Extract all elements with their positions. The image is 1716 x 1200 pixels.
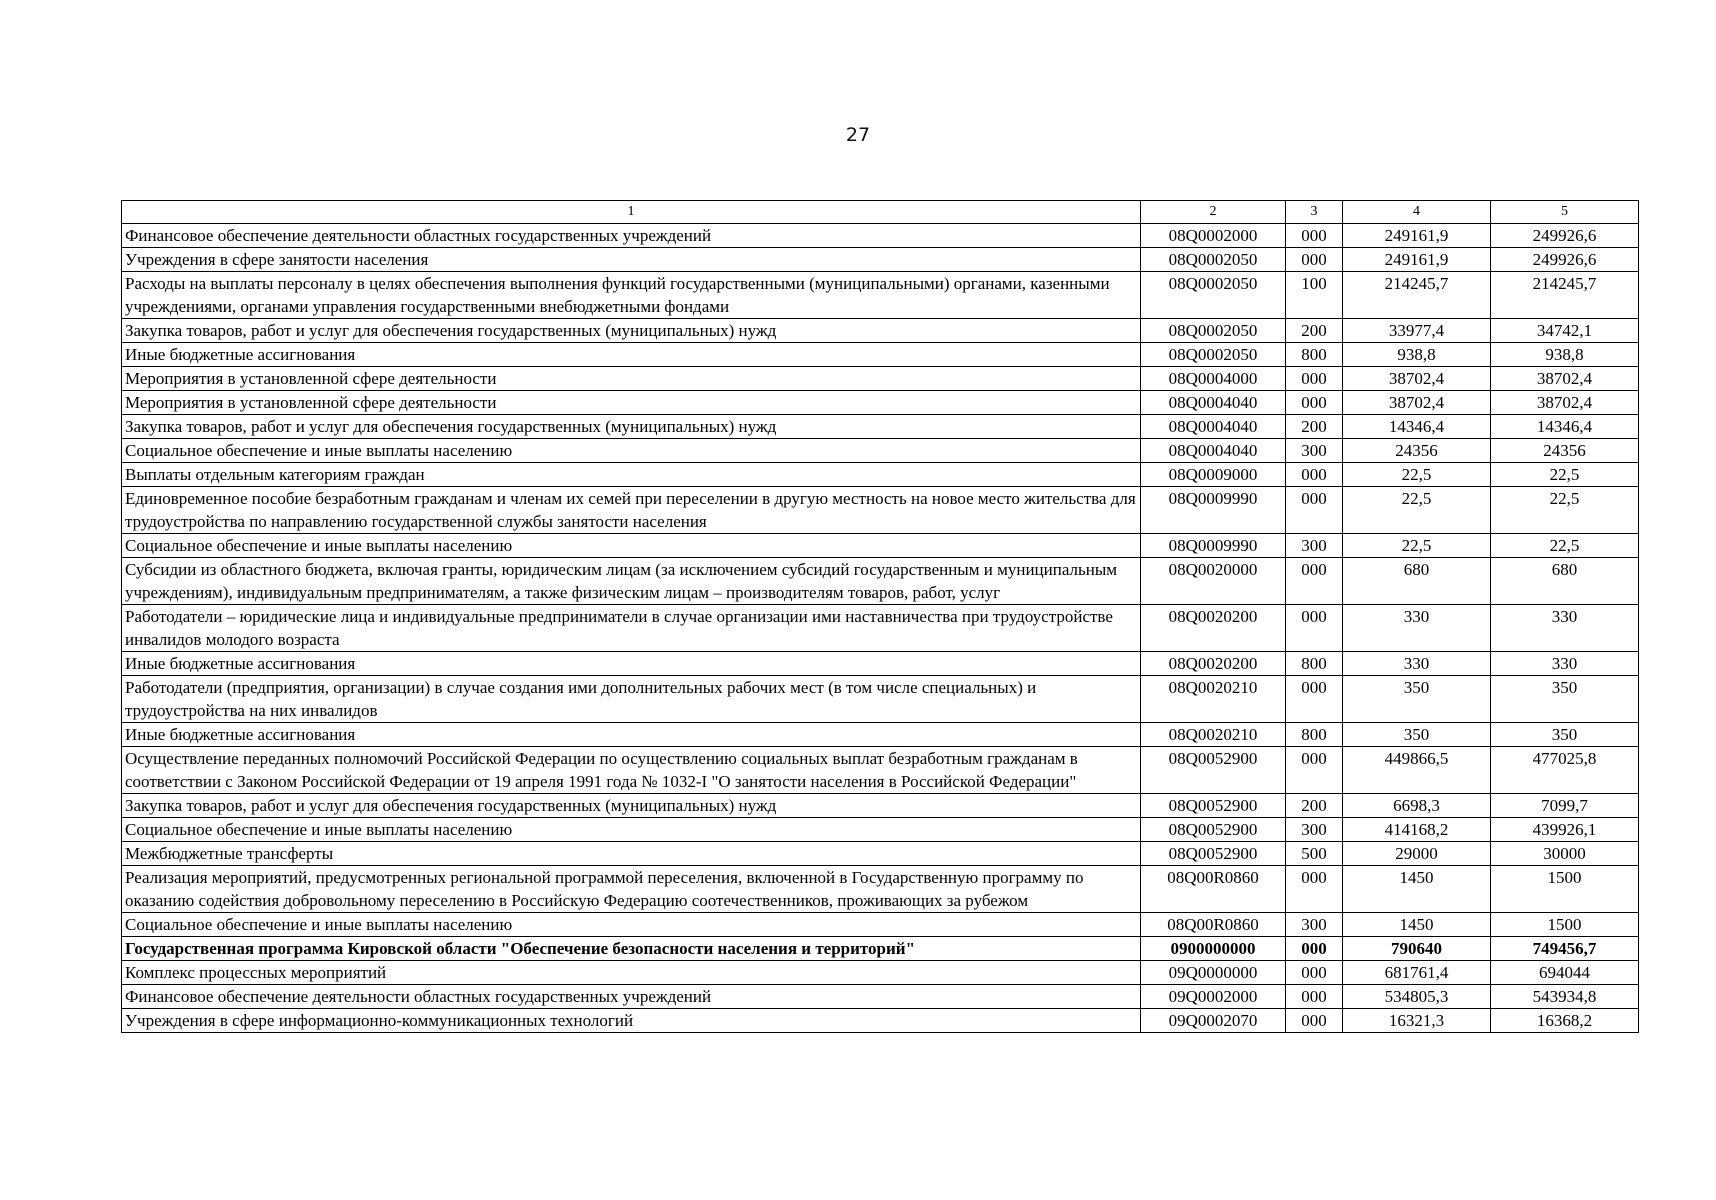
table-row <box>122 272 1639 319</box>
row-name-cell: Иные бюджетные ассигнования <box>122 343 1141 367</box>
row-name-cell: Иные бюджетные ассигнования <box>122 652 1141 676</box>
table-row <box>122 439 1639 463</box>
header-col-2: 2 <box>1141 201 1286 224</box>
row-kind-cell: 500 <box>1286 842 1343 866</box>
row-code-cell: 09Q0002070 <box>1141 1009 1286 1033</box>
row-name-cell: Финансовое обеспечение деятельности областных государственных учреждений <box>122 985 1141 1009</box>
row-name-cell: Реализация мероприятий, предусмотренных региональной программой переселения, включенной в Государственную программу по оказанию содействия добровольному переселению в Российскую Федерацию соотечественников, проживающих за рубежом <box>122 866 1141 913</box>
row-amount-2-cell: 543934,8 <box>1491 985 1639 1009</box>
row-kind-cell: 300 <box>1286 439 1343 463</box>
row-code-cell: 08Q00R0860 <box>1141 913 1286 937</box>
row-amount-1-cell: 38702,4 <box>1343 367 1491 391</box>
row-amount-2-cell: 1500 <box>1491 913 1639 937</box>
row-kind-cell: 800 <box>1286 652 1343 676</box>
header-col-5: 5 <box>1491 201 1639 224</box>
row-amount-1-cell: 249161,9 <box>1343 224 1491 248</box>
row-name-cell: Комплекс процессных мероприятий <box>122 961 1141 985</box>
row-kind-cell: 300 <box>1286 818 1343 842</box>
row-amount-2-cell: 350 <box>1491 676 1639 723</box>
row-amount-2-cell: 22,5 <box>1491 534 1639 558</box>
row-amount-1-cell: 680 <box>1343 558 1491 605</box>
row-amount-1-cell: 350 <box>1343 723 1491 747</box>
row-code-cell: 09Q0002000 <box>1141 985 1286 1009</box>
row-amount-1-cell: 22,5 <box>1343 487 1491 534</box>
row-kind-cell: 000 <box>1286 224 1343 248</box>
row-name-cell: Мероприятия в установленной сфере деятельности <box>122 367 1141 391</box>
row-kind-cell: 000 <box>1286 985 1343 1009</box>
row-amount-1-cell: 22,5 <box>1343 534 1491 558</box>
row-kind-cell: 000 <box>1286 248 1343 272</box>
table-row <box>122 224 1639 248</box>
table-row <box>122 937 1639 961</box>
table-row <box>122 747 1639 794</box>
row-code-cell: 0900000000 <box>1141 937 1286 961</box>
table-row <box>122 652 1639 676</box>
row-name-cell: Закупка товаров, работ и услуг для обеспечения государственных (муниципальных) нужд <box>122 319 1141 343</box>
row-amount-1-cell: 534805,3 <box>1343 985 1491 1009</box>
row-kind-cell: 000 <box>1286 866 1343 913</box>
row-amount-1-cell: 330 <box>1343 605 1491 652</box>
row-name-cell: Единовременное пособие безработным гражданам и членам их семей при переселении в другую местность на новое место жительства для трудоустройства по направлению государственной службы занятости населения <box>122 487 1141 534</box>
row-kind-cell: 000 <box>1286 676 1343 723</box>
row-kind-cell: 200 <box>1286 415 1343 439</box>
row-kind-cell: 000 <box>1286 605 1343 652</box>
row-code-cell: 08Q0020210 <box>1141 676 1286 723</box>
page-number: 27 <box>845 124 871 146</box>
row-name-cell: Социальное обеспечение и иные выплаты населению <box>122 439 1141 463</box>
row-code-cell: 08Q0052900 <box>1141 794 1286 818</box>
row-name-cell: Иные бюджетные ассигнования <box>122 723 1141 747</box>
row-code-cell: 08Q0009000 <box>1141 463 1286 487</box>
row-name-cell: Расходы на выплаты персоналу в целях обеспечения выполнения функций государственными (муниципальными) органами, казенными учреждениями, органами управления государственными внебюджетными фондами <box>122 272 1141 319</box>
table-row <box>122 558 1639 605</box>
row-name-cell: Закупка товаров, работ и услуг для обеспечения государственных (муниципальных) нужд <box>122 794 1141 818</box>
row-kind-cell: 300 <box>1286 534 1343 558</box>
row-amount-2-cell: 249926,6 <box>1491 224 1639 248</box>
table-row <box>122 842 1639 866</box>
row-kind-cell: 000 <box>1286 937 1343 961</box>
row-amount-2-cell: 680 <box>1491 558 1639 605</box>
row-amount-1-cell: 29000 <box>1343 842 1491 866</box>
row-name-cell: Закупка товаров, работ и услуг для обеспечения государственных (муниципальных) нужд <box>122 415 1141 439</box>
row-code-cell: 08Q0020000 <box>1141 558 1286 605</box>
row-code-cell: 08Q0052900 <box>1141 747 1286 794</box>
table-row <box>122 534 1639 558</box>
row-amount-1-cell: 33977,4 <box>1343 319 1491 343</box>
row-code-cell: 08Q0009990 <box>1141 487 1286 534</box>
row-amount-1-cell: 249161,9 <box>1343 248 1491 272</box>
row-name-cell: Социальное обеспечение и иные выплаты населению <box>122 818 1141 842</box>
row-kind-cell: 000 <box>1286 1009 1343 1033</box>
table-row <box>122 794 1639 818</box>
row-kind-cell: 300 <box>1286 913 1343 937</box>
row-amount-1-cell: 350 <box>1343 676 1491 723</box>
row-amount-2-cell: 34742,1 <box>1491 319 1639 343</box>
row-kind-cell: 000 <box>1286 558 1343 605</box>
row-kind-cell: 200 <box>1286 319 1343 343</box>
row-amount-1-cell: 14346,4 <box>1343 415 1491 439</box>
row-name-cell: Социальное обеспечение и иные выплаты населению <box>122 913 1141 937</box>
row-code-cell: 08Q0002050 <box>1141 343 1286 367</box>
table-row <box>122 391 1639 415</box>
row-name-cell: Работодатели (предприятия, организации) в случае создания ими дополнительных рабочих мест (в том числе специальных) и трудоустройства на них инвалидов <box>122 676 1141 723</box>
table-row <box>122 676 1639 723</box>
budget-table <box>121 200 1639 1033</box>
row-name-cell: Осуществление переданных полномочий Российской Федерации по осуществлению социальных выплат безработным гражданам в соответствии с Законом Российской Федерации от 19 апреля 1991 года № 1032-I "О занятости населения в Российской Федерации" <box>122 747 1141 794</box>
row-amount-2-cell: 330 <box>1491 652 1639 676</box>
row-amount-2-cell: 14346,4 <box>1491 415 1639 439</box>
table-body <box>122 224 1639 1033</box>
row-amount-1-cell: 214245,7 <box>1343 272 1491 319</box>
row-amount-2-cell: 7099,7 <box>1491 794 1639 818</box>
row-code-cell: 08Q0020200 <box>1141 605 1286 652</box>
table-row <box>122 866 1639 913</box>
table-row <box>122 961 1639 985</box>
row-name-cell: Мероприятия в установленной сфере деятельности <box>122 391 1141 415</box>
row-code-cell: 08Q0002050 <box>1141 319 1286 343</box>
row-amount-2-cell: 477025,8 <box>1491 747 1639 794</box>
row-kind-cell: 800 <box>1286 343 1343 367</box>
row-name-cell: Субсидии из областного бюджета, включая гранты, юридическим лицам (за исключением субсидий государственным и муниципальным учреждениям), индивидуальным предпринимателям, а также физическим лицам – производителям товаров, работ, услуг <box>122 558 1141 605</box>
row-code-cell: 08Q00R0860 <box>1141 866 1286 913</box>
table-row <box>122 487 1639 534</box>
row-amount-1-cell: 1450 <box>1343 866 1491 913</box>
row-name-cell: Работодатели – юридические лица и индивидуальные предприниматели в случае организации ими наставничества при трудоустройстве инвалидов молодого возраста <box>122 605 1141 652</box>
row-amount-2-cell: 749456,7 <box>1491 937 1639 961</box>
row-amount-1-cell: 6698,3 <box>1343 794 1491 818</box>
row-amount-1-cell: 414168,2 <box>1343 818 1491 842</box>
row-kind-cell: 000 <box>1286 367 1343 391</box>
row-amount-2-cell: 24356 <box>1491 439 1639 463</box>
row-kind-cell: 000 <box>1286 961 1343 985</box>
table-row <box>122 913 1639 937</box>
row-amount-1-cell: 330 <box>1343 652 1491 676</box>
row-code-cell: 09Q0000000 <box>1141 961 1286 985</box>
row-kind-cell: 000 <box>1286 747 1343 794</box>
row-amount-2-cell: 38702,4 <box>1491 391 1639 415</box>
table-row <box>122 985 1639 1009</box>
row-amount-1-cell: 38702,4 <box>1343 391 1491 415</box>
table-row <box>122 248 1639 272</box>
row-kind-cell: 200 <box>1286 794 1343 818</box>
row-kind-cell: 000 <box>1286 391 1343 415</box>
row-code-cell: 08Q0009990 <box>1141 534 1286 558</box>
row-amount-2-cell: 22,5 <box>1491 487 1639 534</box>
row-code-cell: 08Q0004000 <box>1141 367 1286 391</box>
row-amount-1-cell: 938,8 <box>1343 343 1491 367</box>
row-amount-2-cell: 249926,6 <box>1491 248 1639 272</box>
row-amount-2-cell: 330 <box>1491 605 1639 652</box>
row-amount-1-cell: 1450 <box>1343 913 1491 937</box>
row-kind-cell: 000 <box>1286 487 1343 534</box>
row-code-cell: 08Q0002050 <box>1141 248 1286 272</box>
row-code-cell: 08Q0052900 <box>1141 818 1286 842</box>
row-code-cell: 08Q0052900 <box>1141 842 1286 866</box>
row-kind-cell: 800 <box>1286 723 1343 747</box>
table-row <box>122 319 1639 343</box>
table-row <box>122 1009 1639 1033</box>
row-code-cell: 08Q0004040 <box>1141 391 1286 415</box>
row-kind-cell: 000 <box>1286 463 1343 487</box>
row-name-cell: Межбюджетные трансферты <box>122 842 1141 866</box>
table-row <box>122 367 1639 391</box>
header-row <box>122 201 1639 224</box>
row-amount-2-cell: 22,5 <box>1491 463 1639 487</box>
table-row <box>122 463 1639 487</box>
row-amount-1-cell: 449866,5 <box>1343 747 1491 794</box>
table-row <box>122 605 1639 652</box>
row-name-cell: Учреждения в сфере занятости населения <box>122 248 1141 272</box>
row-amount-2-cell: 214245,7 <box>1491 272 1639 319</box>
row-amount-2-cell: 30000 <box>1491 842 1639 866</box>
row-amount-2-cell: 439926,1 <box>1491 818 1639 842</box>
row-amount-1-cell: 681761,4 <box>1343 961 1491 985</box>
row-amount-2-cell: 38702,4 <box>1491 367 1639 391</box>
row-kind-cell: 100 <box>1286 272 1343 319</box>
row-amount-1-cell: 16321,3 <box>1343 1009 1491 1033</box>
table-row <box>122 343 1639 367</box>
row-amount-2-cell: 1500 <box>1491 866 1639 913</box>
row-code-cell: 08Q0002000 <box>1141 224 1286 248</box>
row-amount-2-cell: 694044 <box>1491 961 1639 985</box>
row-code-cell: 08Q0020210 <box>1141 723 1286 747</box>
row-amount-2-cell: 938,8 <box>1491 343 1639 367</box>
row-name-cell: Социальное обеспечение и иные выплаты населению <box>122 534 1141 558</box>
row-code-cell: 08Q0002050 <box>1141 272 1286 319</box>
row-amount-1-cell: 24356 <box>1343 439 1491 463</box>
row-code-cell: 08Q0004040 <box>1141 415 1286 439</box>
header-col-4: 4 <box>1343 201 1491 224</box>
table-row <box>122 818 1639 842</box>
header-col-3: 3 <box>1286 201 1343 224</box>
header-col-1: 1 <box>122 201 1141 224</box>
row-code-cell: 08Q0020200 <box>1141 652 1286 676</box>
table-header <box>122 201 1639 224</box>
row-name-cell: Учреждения в сфере информационно-коммуникационных технологий <box>122 1009 1141 1033</box>
row-amount-2-cell: 16368,2 <box>1491 1009 1639 1033</box>
row-code-cell: 08Q0004040 <box>1141 439 1286 463</box>
row-name-cell: Государственная программа Кировской области "Обеспечение безопасности населения и территорий" <box>122 937 1141 961</box>
row-amount-1-cell: 22,5 <box>1343 463 1491 487</box>
table-row <box>122 415 1639 439</box>
row-amount-2-cell: 350 <box>1491 723 1639 747</box>
row-name-cell: Финансовое обеспечение деятельности областных государственных учреждений <box>122 224 1141 248</box>
row-amount-1-cell: 790640 <box>1343 937 1491 961</box>
row-name-cell: Выплаты отдельным категориям граждан <box>122 463 1141 487</box>
table-row <box>122 723 1639 747</box>
